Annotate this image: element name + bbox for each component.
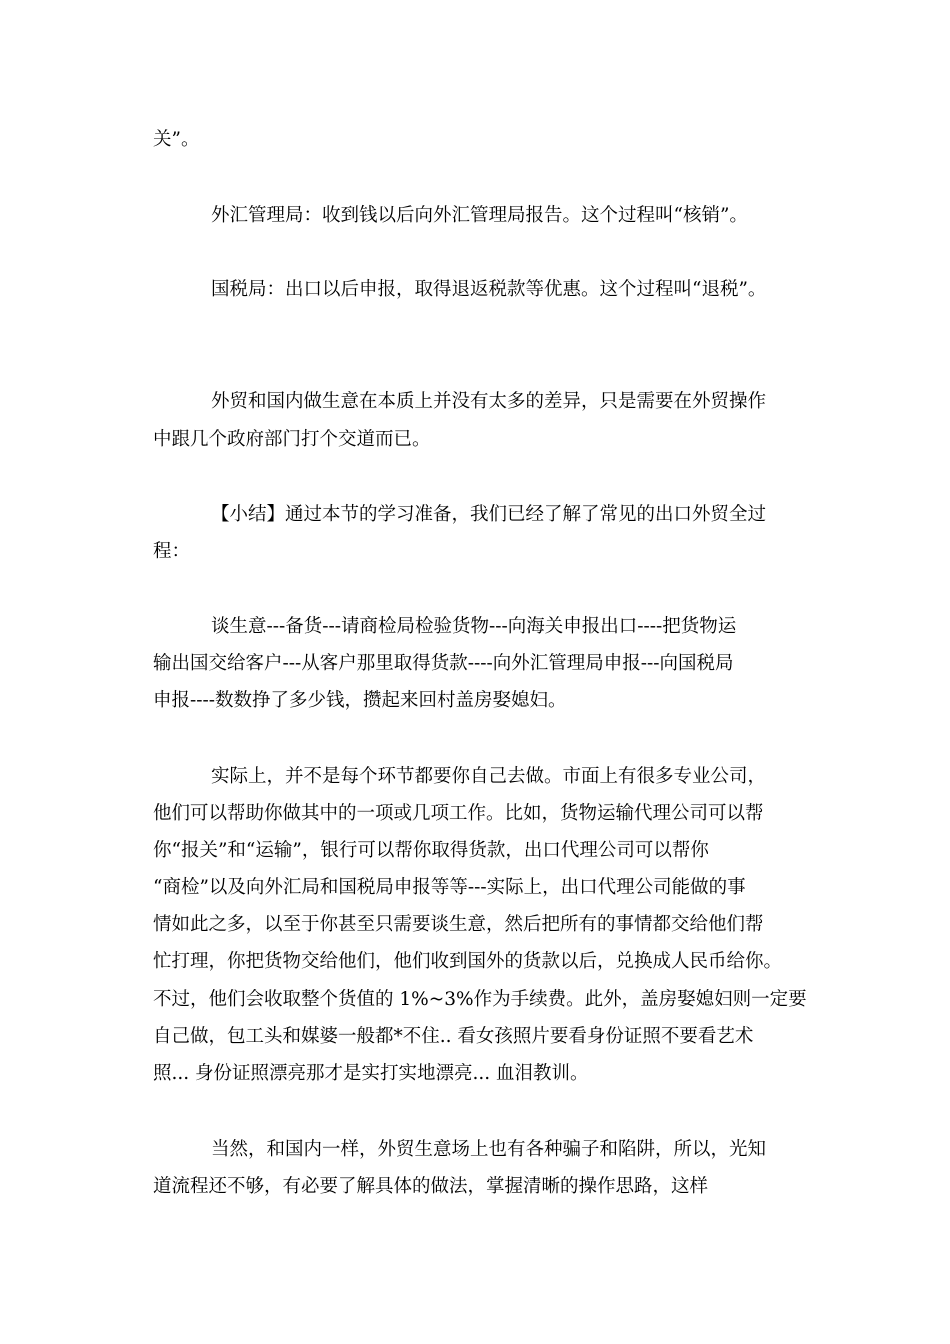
paragraph-line: 国税局：出口以后申报，取得退返税款等优惠。这个过程叫“退税”。 [211, 279, 767, 300]
paragraph-line: 实际上，并不是每个环节都要你自己去做。市面上有很多专业公司， [211, 766, 767, 787]
paragraph-line: 道流程还不够，有必要了解具体的做法，掌握清晰的操作思路，这样 [153, 1176, 709, 1197]
paragraph-line: 程： [153, 541, 191, 562]
paragraph-line: 关”。 [153, 129, 200, 150]
paragraph-line: 照... 身份证照漂亮那才是实打实地漂亮... 血泪教训。 [153, 1063, 589, 1084]
paragraph-line: 外汇管理局：收到钱以后向外汇管理局报告。这个过程叫“核销”。 [211, 205, 748, 226]
paragraph-line: 中跟几个政府部门打个交道而已。 [153, 429, 431, 450]
paragraph-line: 【小结】通过本节的学习准备，我们已经了解了常见的出口外贸全过 [211, 504, 767, 525]
paragraph-line: 忙打理，你把货物交给他们，他们收到国外的货款以后，兑换成人民币给你。 [153, 951, 783, 972]
paragraph-line: 外贸和国内做生意在本质上并没有太多的差异，只是需要在外贸操作 [211, 391, 767, 412]
paragraph-line: 申报----数数挣了多少钱，攒起来回村盖房娶媳妇。 [153, 690, 567, 711]
paragraph-line: 输出国交给客户---从客户那里取得货款----向外汇管理局申报---向国税局 [153, 653, 734, 674]
paragraph-line: 他们可以帮助你做其中的一项或几项工作。比如，货物运输代理公司可以帮 [153, 803, 764, 824]
paragraph-line: 谈生意---备货---请商检局检验货物---向海关申报出口----把货物运 [211, 616, 737, 637]
paragraph-line: 情如此之多，以至于你甚至只需要谈生意，然后把所有的事情都交给他们帮 [153, 914, 764, 935]
paragraph-line: 你“报关”和“运输”，银行可以帮你取得货款，出口代理公司可以帮你 [153, 840, 709, 861]
paragraph-line: 自己做，包工头和媒婆一般都*不住.. 看女孩照片要看身份证照不要看艺术 [153, 1026, 754, 1047]
paragraph-line: 当然，和国内一样，外贸生意场上也有各种骗子和陷阱，所以，光知 [211, 1139, 767, 1160]
paragraph-line: “商检”以及向外汇局和国税局申报等等---实际上，出口代理公司能做的事 [153, 877, 746, 898]
paragraph-line: 不过，他们会收取整个货值的 1%~3%作为手续费。此外，盖房娶媳妇则一定要 [153, 989, 807, 1010]
